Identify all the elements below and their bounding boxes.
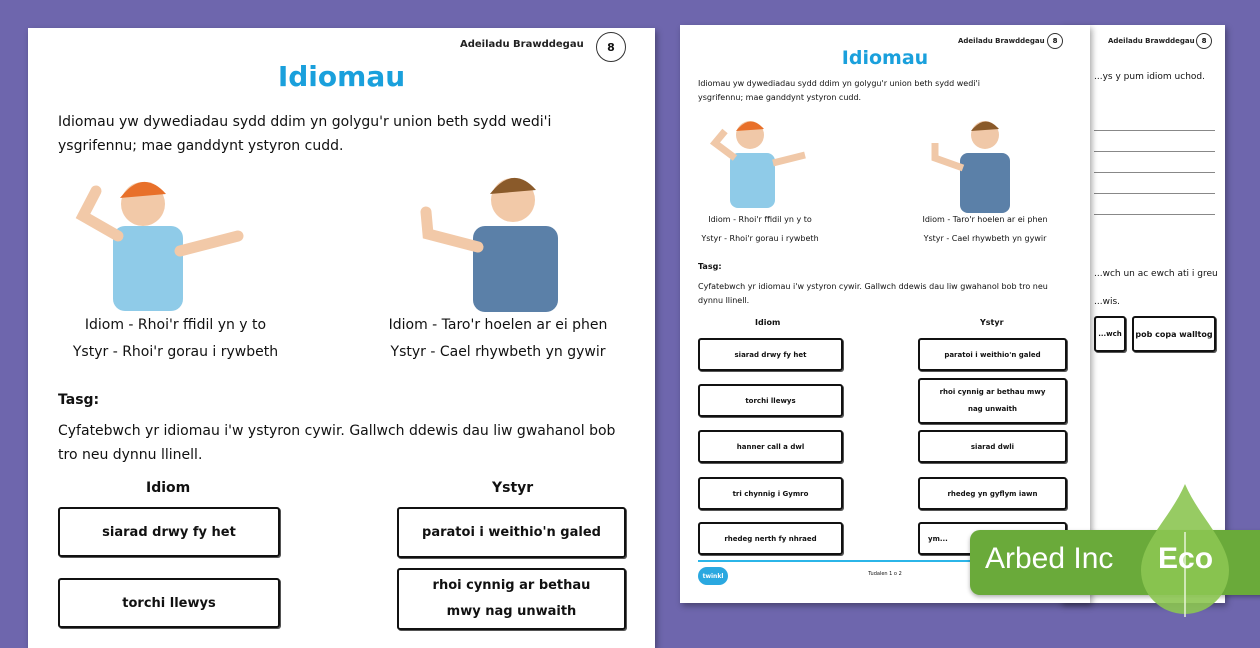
example-2-idiom: Idiom - Taro'r hoelen ar ei phen: [388, 317, 608, 333]
page-number: 8: [596, 32, 626, 62]
boy-thumbs-up-illustration: [408, 162, 583, 312]
meaning-card: rhoi cynnig ar bethau mwy nag unwaith: [918, 378, 1067, 424]
idiom-card: torchi llewys: [698, 384, 843, 417]
worksheet-page-1: [28, 28, 655, 648]
example-2-meaning: Ystyr - Cael rhywbeth yn gywir: [923, 234, 1047, 243]
instruction-text: ...ys y pum idiom uchod.: [1094, 72, 1205, 82]
page-header: Adeiladu Brawddegau: [958, 37, 1045, 45]
page-number: 8: [1196, 33, 1212, 49]
meaning-card: rhoi cynnig ar bethau mwy nag unwaith: [397, 568, 626, 630]
page-number: 8: [1047, 33, 1063, 49]
boy-ear-illustration: [68, 166, 248, 311]
page-title: Idiomau: [277, 60, 406, 93]
ystyr-column-heading: Ystyr: [980, 318, 1004, 327]
meaning-card: ym...: [918, 522, 1067, 555]
idiom-card: rhedeg nerth fy nhraed: [698, 522, 843, 555]
meaning-card: rhedeg yn gyflym iawn: [918, 477, 1067, 510]
idiom-card: ...wch: [1094, 316, 1126, 352]
boy-thumbs-up-illustration: [925, 113, 1035, 213]
eco-label: Eco: [1158, 542, 1214, 575]
example-1-meaning: Ystyr - Rhoi'r gorau i rywbeth: [701, 234, 819, 243]
idiom-column-heading: Idiom: [755, 318, 781, 327]
idiom-card: tri chynnig i Gymro: [698, 477, 843, 510]
boy-ear-illustration: [705, 113, 815, 208]
meaning-card: paratoi i weithio'n galed: [918, 338, 1067, 371]
page-footer: Tudalen 1 o 2: [868, 571, 902, 577]
page-title: Idiomau: [841, 47, 929, 69]
twinkl-logo: twinkl: [698, 567, 728, 585]
idiom-card: pob copa walltog: [1132, 316, 1216, 352]
idiom-card: torchi llewys: [58, 578, 280, 628]
intro-text: Idiomau yw dywediadau sydd ddim yn golygu'r union beth sydd wedi'i ysgrifennu; mae ganddynt ystyron cudd.: [58, 114, 552, 154]
badge-text: Arbed Inc: [985, 542, 1114, 575]
example-1-idiom: Idiom - Rhoi'r ffidil yn y to: [708, 215, 812, 224]
page-header: Adeiladu Brawddegau: [1108, 37, 1195, 45]
page-header: Adeiladu Brawddegau: [460, 39, 584, 50]
example-2-idiom: Idiom - Taro'r hoelen ar ei phen: [922, 215, 1048, 224]
example-1-idiom: Idiom - Rhoi'r ffidil yn y to: [84, 317, 267, 333]
task-text: Cyfatebwch yr idiomau i'w ystyron cywir. Gallwch ddewis dau liw gwahanol bob tro neu dynnu llinell.: [698, 282, 1048, 305]
ystyr-column-heading: Ystyr: [492, 480, 534, 496]
instruction-text-3: ...wis.: [1094, 297, 1120, 307]
idiom-column-heading: Idiom: [146, 480, 191, 496]
idiom-card: siarad drwy fy het: [698, 338, 843, 371]
meaning-card: paratoi i weithio'n galed: [397, 507, 626, 558]
idiom-card: hanner call a dwl: [698, 430, 843, 463]
task-text: Cyfatebwch yr idiomau i'w ystyron cywir. Gallwch ddewis dau liw gwahanol bob tro neu dynnu llinell.: [58, 423, 616, 463]
task-heading: Tasg:: [698, 262, 722, 271]
meaning-card: siarad dwli: [918, 430, 1067, 463]
instruction-text-2: ...wch un ac ewch ati i greu: [1094, 269, 1218, 279]
intro-text: Idiomau yw dywediadau sydd ddim yn golygu'r union beth sydd wedi'i ysgrifennu; mae ganddynt ystyron cudd.: [698, 79, 980, 102]
worksheet-page-1-thumbnail: [680, 25, 1090, 603]
example-1-meaning: Ystyr - Rhoi'r gorau i rywbeth: [72, 344, 279, 360]
writing-lines: [1094, 110, 1215, 220]
idiom-card: siarad drwy fy het: [58, 507, 280, 557]
example-2-meaning: Ystyr - Cael rhywbeth yn gywir: [390, 344, 606, 360]
task-heading: Tasg:: [58, 392, 100, 408]
